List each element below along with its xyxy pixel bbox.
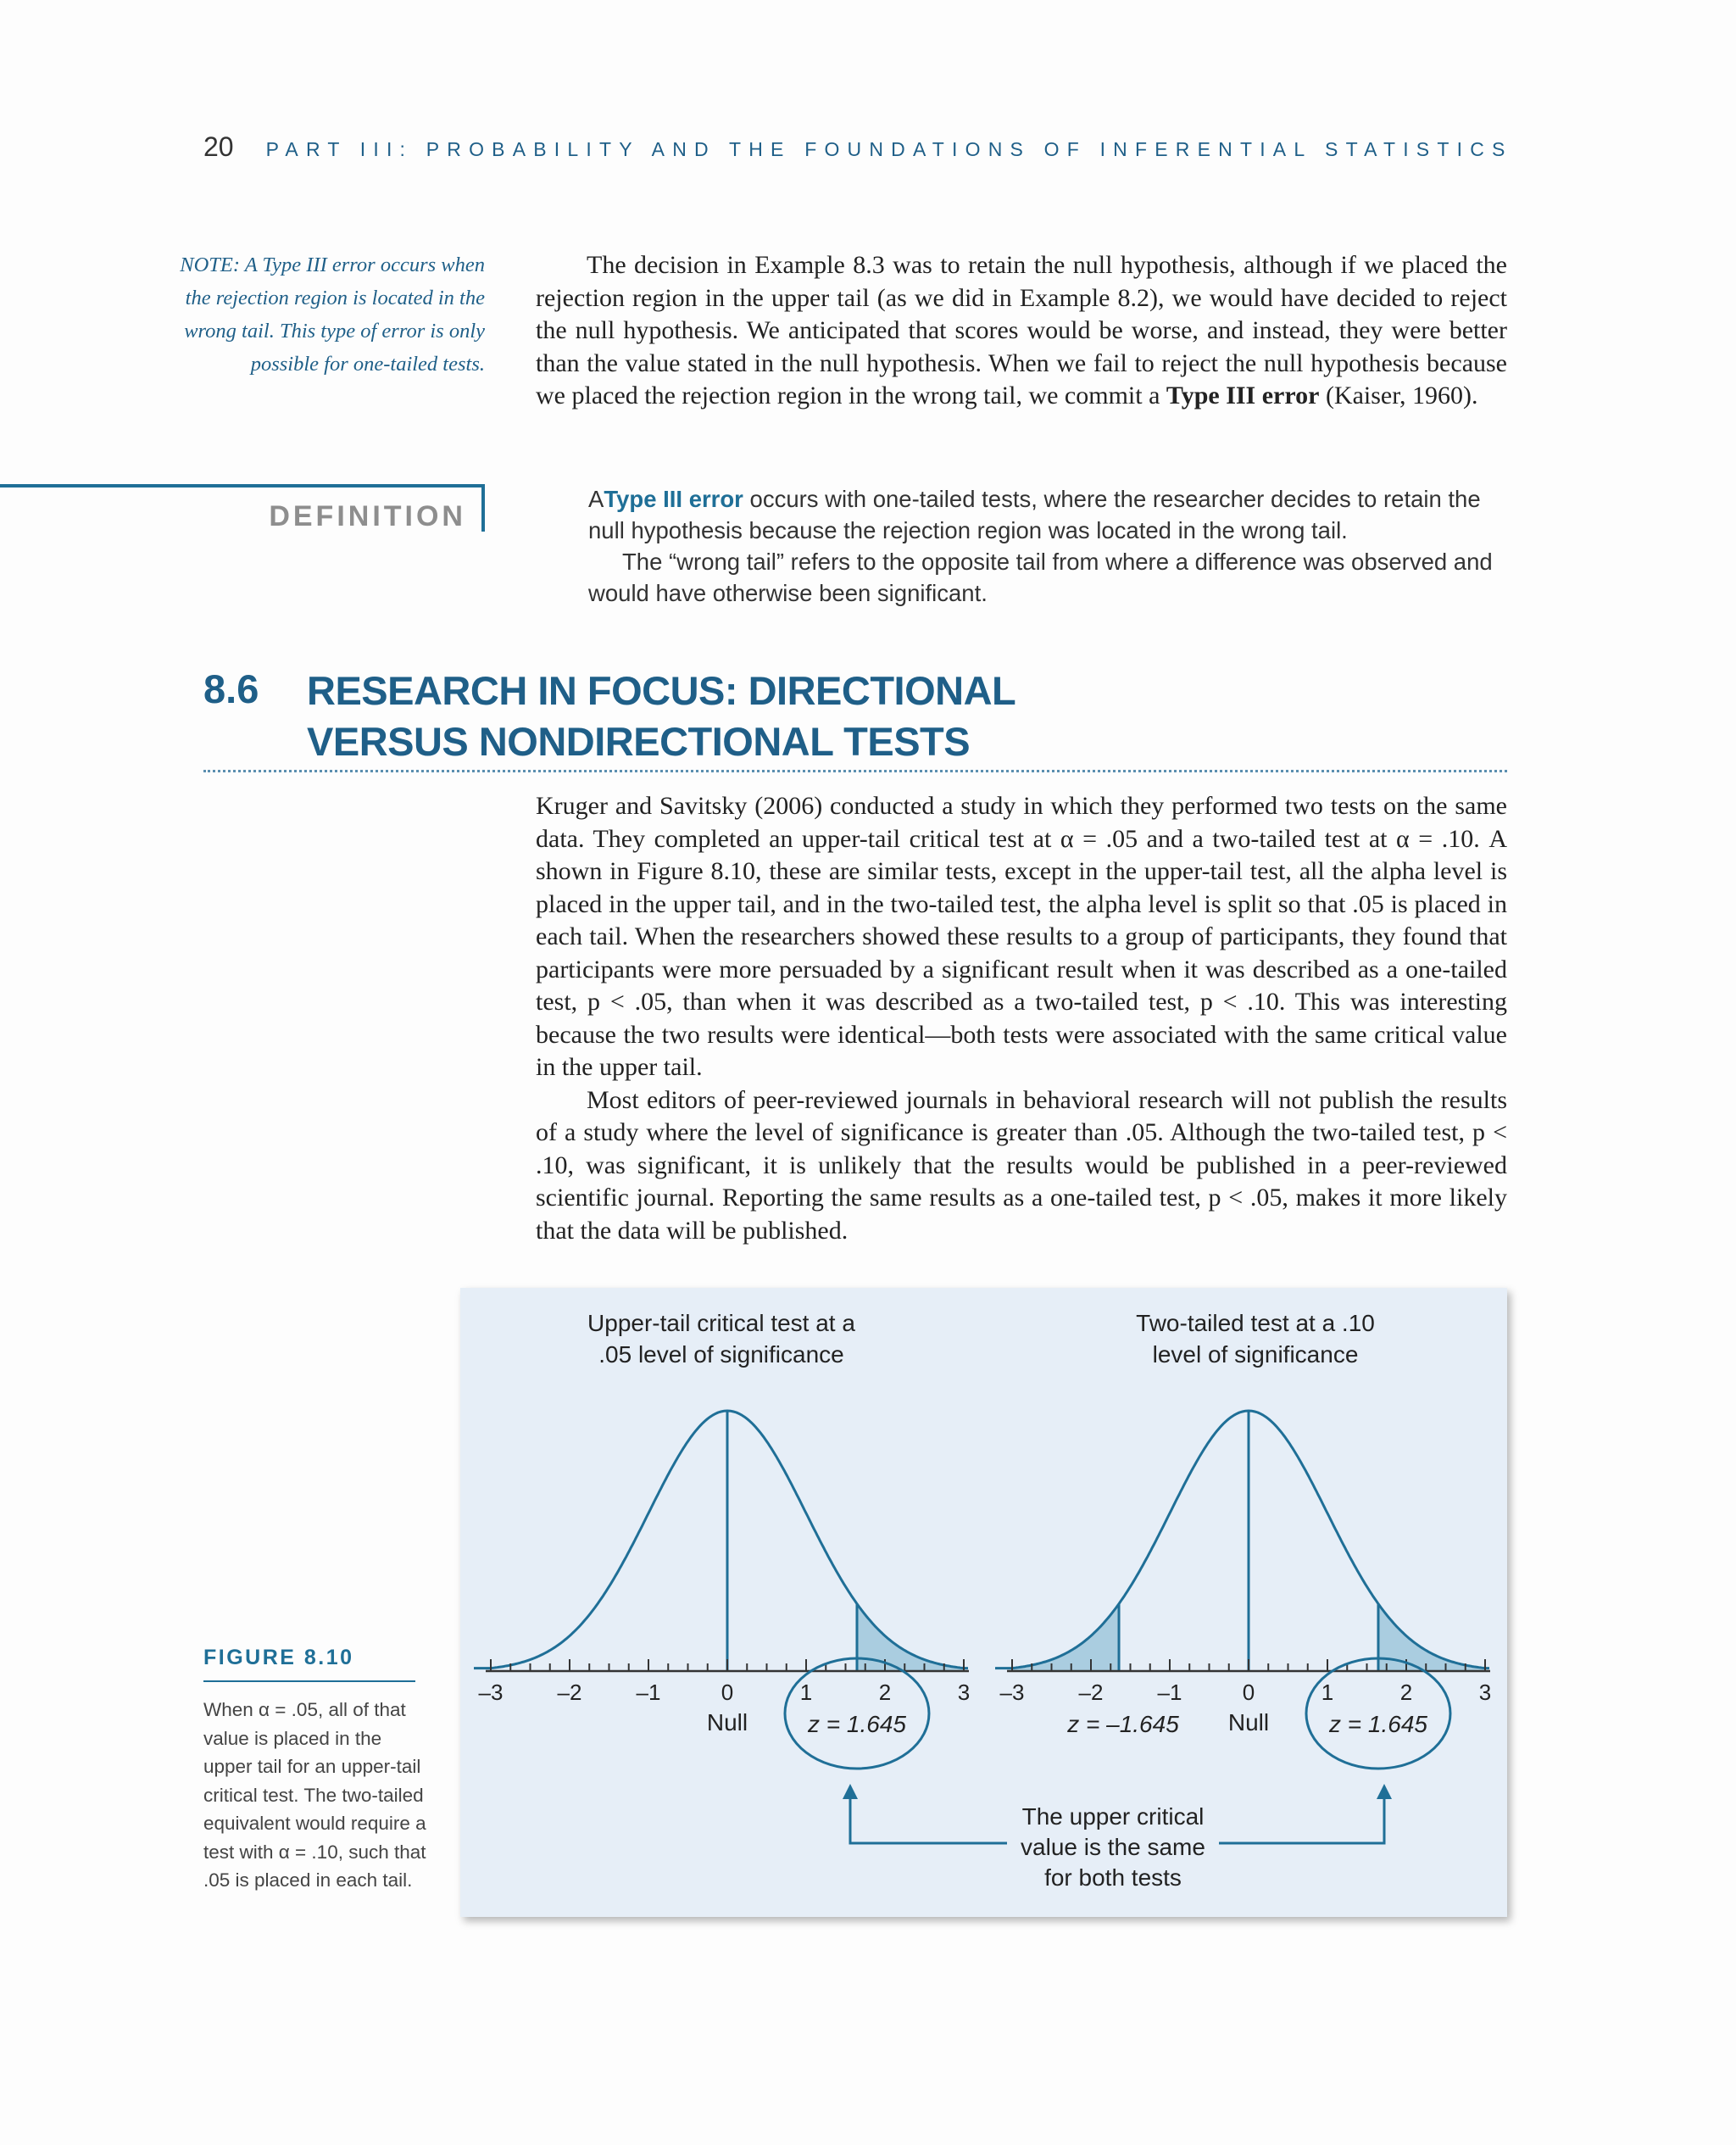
x-tick-label: –2 xyxy=(557,1680,582,1705)
definition-text-2: The “wrong tail” refers to the opposite tail from where a difference was observed and would have otherwise been significant. xyxy=(588,549,1493,606)
paragraph1-citation: (Kaiser, 1960). xyxy=(1319,382,1478,410)
definition-label: DEFINITION xyxy=(269,500,466,532)
x-tick-label: 3 xyxy=(957,1680,971,1705)
annotation-line3: for both tests xyxy=(1044,1864,1182,1891)
chart-right-title-line1: Two-tailed test at a .10 xyxy=(1136,1310,1375,1336)
research-text xyxy=(536,790,1507,1247)
paragraph1-bold-term: Type III error xyxy=(1166,382,1320,410)
margin-note: NOTE: A Type III error occurs when the rejection region is located in the wrong tail. This type of error is only possible for one-tailed tests. xyxy=(180,254,485,376)
annotation-arrow-left xyxy=(850,1791,1007,1843)
rejection-region-0 xyxy=(857,1604,964,1671)
critical-value-label-0: z = 1.645 xyxy=(807,1711,906,1737)
definition-text: occurs with one-tailed tests, where the researcher decides to retain the null hypothesis because the rejection region was located in the wrong tail. xyxy=(588,486,1481,543)
definition-box xyxy=(588,483,1504,609)
section-divider xyxy=(203,770,1507,772)
figure-caption: When α = .05, all of that value is placed in the upper tail for an upper-tail critical test. The two-tailed equivalent would require a test with α = .10, such that .05 is placed in each tail. xyxy=(203,1699,426,1891)
page-number: 20 xyxy=(203,131,234,162)
x-tick-label: –3 xyxy=(999,1680,1025,1705)
x-tick-label: 2 xyxy=(1399,1680,1413,1705)
x-tick-label: –2 xyxy=(1078,1680,1104,1705)
definition-rule-corner xyxy=(481,484,485,532)
chart-left-title-line2: .05 level of significance xyxy=(598,1341,844,1368)
figure-label: FIGURE 8.10 xyxy=(203,1646,354,1669)
rejection-region-1 xyxy=(1378,1604,1485,1671)
rejection-region-0 xyxy=(1012,1606,1119,1671)
x-tick-label: 0 xyxy=(1242,1680,1255,1705)
figure-chart xyxy=(460,1288,1507,1917)
upper-tail-chart xyxy=(474,1310,970,1769)
x-tick-label: 1 xyxy=(1321,1680,1334,1705)
section-number: 8.6 xyxy=(203,666,259,711)
x-tick-label: –1 xyxy=(1157,1680,1182,1705)
normal-curve xyxy=(995,1411,1489,1669)
x-tick-label: –1 xyxy=(636,1680,661,1705)
figure-label-rule xyxy=(203,1680,415,1682)
annotation xyxy=(850,1791,1384,1891)
paragraph-type-iii xyxy=(536,249,1507,413)
two-tailed-chart xyxy=(995,1310,1491,1769)
running-head xyxy=(203,131,1513,163)
x-tick-label: 3 xyxy=(1478,1680,1492,1705)
x-tick-label: 2 xyxy=(878,1680,892,1705)
x-tick-label: –3 xyxy=(478,1680,504,1705)
section-title-line2: VERSUS NONDIRECTIONAL TESTS xyxy=(307,719,971,764)
definition-lead: A xyxy=(588,486,604,512)
null-label: Null xyxy=(1227,1709,1270,1736)
x-tick-label: 0 xyxy=(721,1680,734,1705)
chart-right-title-line2: level of significance xyxy=(1152,1341,1359,1368)
section-title-line1: RESEARCH IN FOCUS: DIRECTIONAL xyxy=(307,668,1016,713)
x-tick-label: 1 xyxy=(799,1680,813,1705)
annotation-line1: The upper critical xyxy=(1021,1803,1205,1830)
normal-curve xyxy=(474,1411,968,1669)
chart-left-title-line1: Upper-tail critical test at a xyxy=(587,1310,855,1336)
running-head-title: PART III: PROBABILITY AND THE FOUNDATIONS OF INFERENTIAL STATISTICS xyxy=(265,138,1513,160)
critical-value-label-0: z = –1.645 xyxy=(1067,1711,1179,1737)
definition-rule xyxy=(0,484,485,488)
paragraph-kruger: Kruger and Savitsky (2006) conducted a study in which they performed two tests on the same data. They completed an upper-tail critical test at α = .05 and a two-tailed test at α = .10. A shown in Figure 8.10, these are similar tests, except in the upper-tail test, all the alpha level is placed in the upper tail, and in the two-tailed test, the alpha level is split so that .05 is placed in each tail. When the researchers showed these results to a group of participants, they found that participants were more persuaded by a significant result when it was described as a one-tailed test, p < .05, than when it was described as a two-tailed test, p < .10. This was interesting because the two results were identical—both tests were associated with the same critical value in the upper tail. xyxy=(536,792,1507,1081)
section-title xyxy=(307,666,1239,767)
critical-value-label-1: z = 1.645 xyxy=(1328,1711,1427,1737)
definition-term: Type III error xyxy=(604,486,743,512)
paragraph1-text: The decision in Example 8.3 was to retain the null hypothesis, although if we placed the rejection region in the upper tail (as we did in Example 8.2), we would have decided to reject the null hypothesis. We anticipated that scores would be worse, and instead, they were better than the value stated in the null hypothesis. When we fail to reject the null hypothesis because we placed the rejection region in the wrong tail, we commit a xyxy=(536,251,1507,410)
paragraph-editors: Most editors of peer-reviewed journals in behavioral research will not publish the results of a study where the level of significance is greater than .05. Although the two-tailed test, p < .10, was significant, it is unlikely that the results would be published in a peer-reviewed scientific journal. Reporting the same results as a one-tailed test, p < .05, makes it more likely that the data will be published. xyxy=(536,1085,1507,1245)
annotation-line2: value is the same xyxy=(1021,1834,1205,1860)
annotation-arrow-right xyxy=(1219,1791,1384,1843)
null-label: Null xyxy=(706,1709,748,1736)
